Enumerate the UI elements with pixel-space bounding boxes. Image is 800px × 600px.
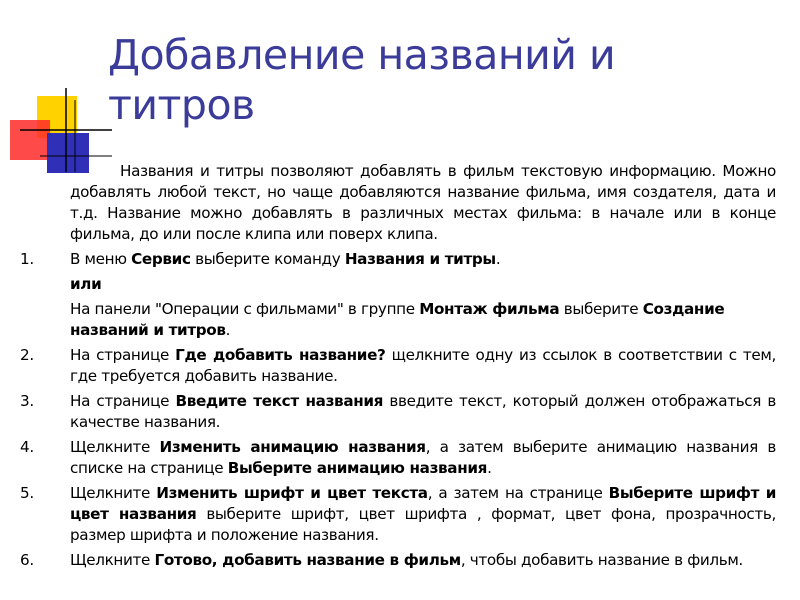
list-item-number: 2. bbox=[20, 346, 34, 364]
list-item-number: 3. bbox=[20, 392, 34, 410]
list-item bbox=[20, 437, 776, 479]
slide-title-line-2: титров bbox=[108, 81, 255, 129]
bold-text: Создание названий и титров bbox=[70, 300, 725, 339]
list-item-continuation bbox=[70, 274, 776, 295]
list-item bbox=[20, 483, 776, 546]
list-item bbox=[20, 391, 776, 433]
text: На странице bbox=[70, 392, 176, 410]
text: Щелкните bbox=[70, 551, 155, 569]
list-item-continuation bbox=[70, 299, 776, 341]
text: На панели "Операции с фильмами" в группе bbox=[70, 300, 420, 318]
steps-list bbox=[20, 249, 776, 571]
list-item bbox=[20, 345, 776, 387]
text: Щелкните bbox=[70, 438, 160, 456]
text: выберите bbox=[559, 300, 643, 318]
bold-text: Названия и титры bbox=[344, 250, 496, 268]
bold-text: Сервис bbox=[131, 250, 191, 268]
text: выберите команду bbox=[190, 250, 345, 268]
text: . bbox=[487, 459, 492, 477]
list-item-number: 6. bbox=[20, 551, 34, 569]
list-item-number: 5. bbox=[20, 484, 34, 502]
red-square bbox=[10, 120, 50, 160]
text: На странице bbox=[70, 346, 176, 364]
text: , чтобы добавить название в фильм. bbox=[460, 551, 743, 569]
decorative-squares bbox=[0, 0, 115, 175]
bold-text: Готово, добавить название в фильм bbox=[154, 551, 461, 569]
bold-text: Введите текст названия bbox=[175, 392, 384, 410]
bold-text: или bbox=[70, 275, 102, 293]
bold-text: Монтаж фильма bbox=[419, 300, 560, 318]
bold-text: Выберите анимацию названия bbox=[227, 459, 488, 477]
intro-paragraph: Названия и титры позволяют добавлять в фильм текстовую информацию. Можно добавлять любой текст, но чаще добавляются название фильма, имя создателя, дата и т.д. Название можно добавлять в различных местах фильма: в начале или в конце фильма, до или после клипа или поверх клипа. bbox=[70, 162, 776, 243]
bold-text: Где добавить название? bbox=[175, 346, 386, 364]
bold-text: Выберите шрифт и цвет названия bbox=[70, 484, 777, 523]
bold-text: Изменить шрифт и цвет текста bbox=[156, 484, 428, 502]
text: . bbox=[495, 250, 501, 268]
text: щелкните одну из ссылок в соответствии с тем, где требуется добавить название. bbox=[70, 346, 776, 385]
list-item bbox=[20, 550, 776, 571]
text: . bbox=[225, 321, 231, 339]
text: В меню bbox=[70, 250, 132, 268]
slide-title-line-1: Добавление названий и bbox=[108, 31, 616, 79]
text: , а затем на странице bbox=[427, 484, 609, 502]
list-item-number: 4. bbox=[20, 438, 34, 456]
text: , а затем выберите анимацию названия в списке на странице bbox=[70, 438, 776, 477]
slide-title bbox=[108, 30, 748, 130]
list-item bbox=[20, 249, 776, 270]
list-item-number: 1. bbox=[20, 250, 34, 268]
text: выберите шрифт, цвет шрифта , формат, цвет фона, прозрачность, размер шрифта и положение названия. bbox=[70, 505, 776, 544]
slide-body bbox=[20, 161, 776, 575]
text: введите текст, который должен отображаться в качестве названия. bbox=[70, 392, 777, 431]
bold-text: Изменить анимацию названия bbox=[159, 438, 426, 456]
text: Щелкните bbox=[70, 484, 157, 502]
